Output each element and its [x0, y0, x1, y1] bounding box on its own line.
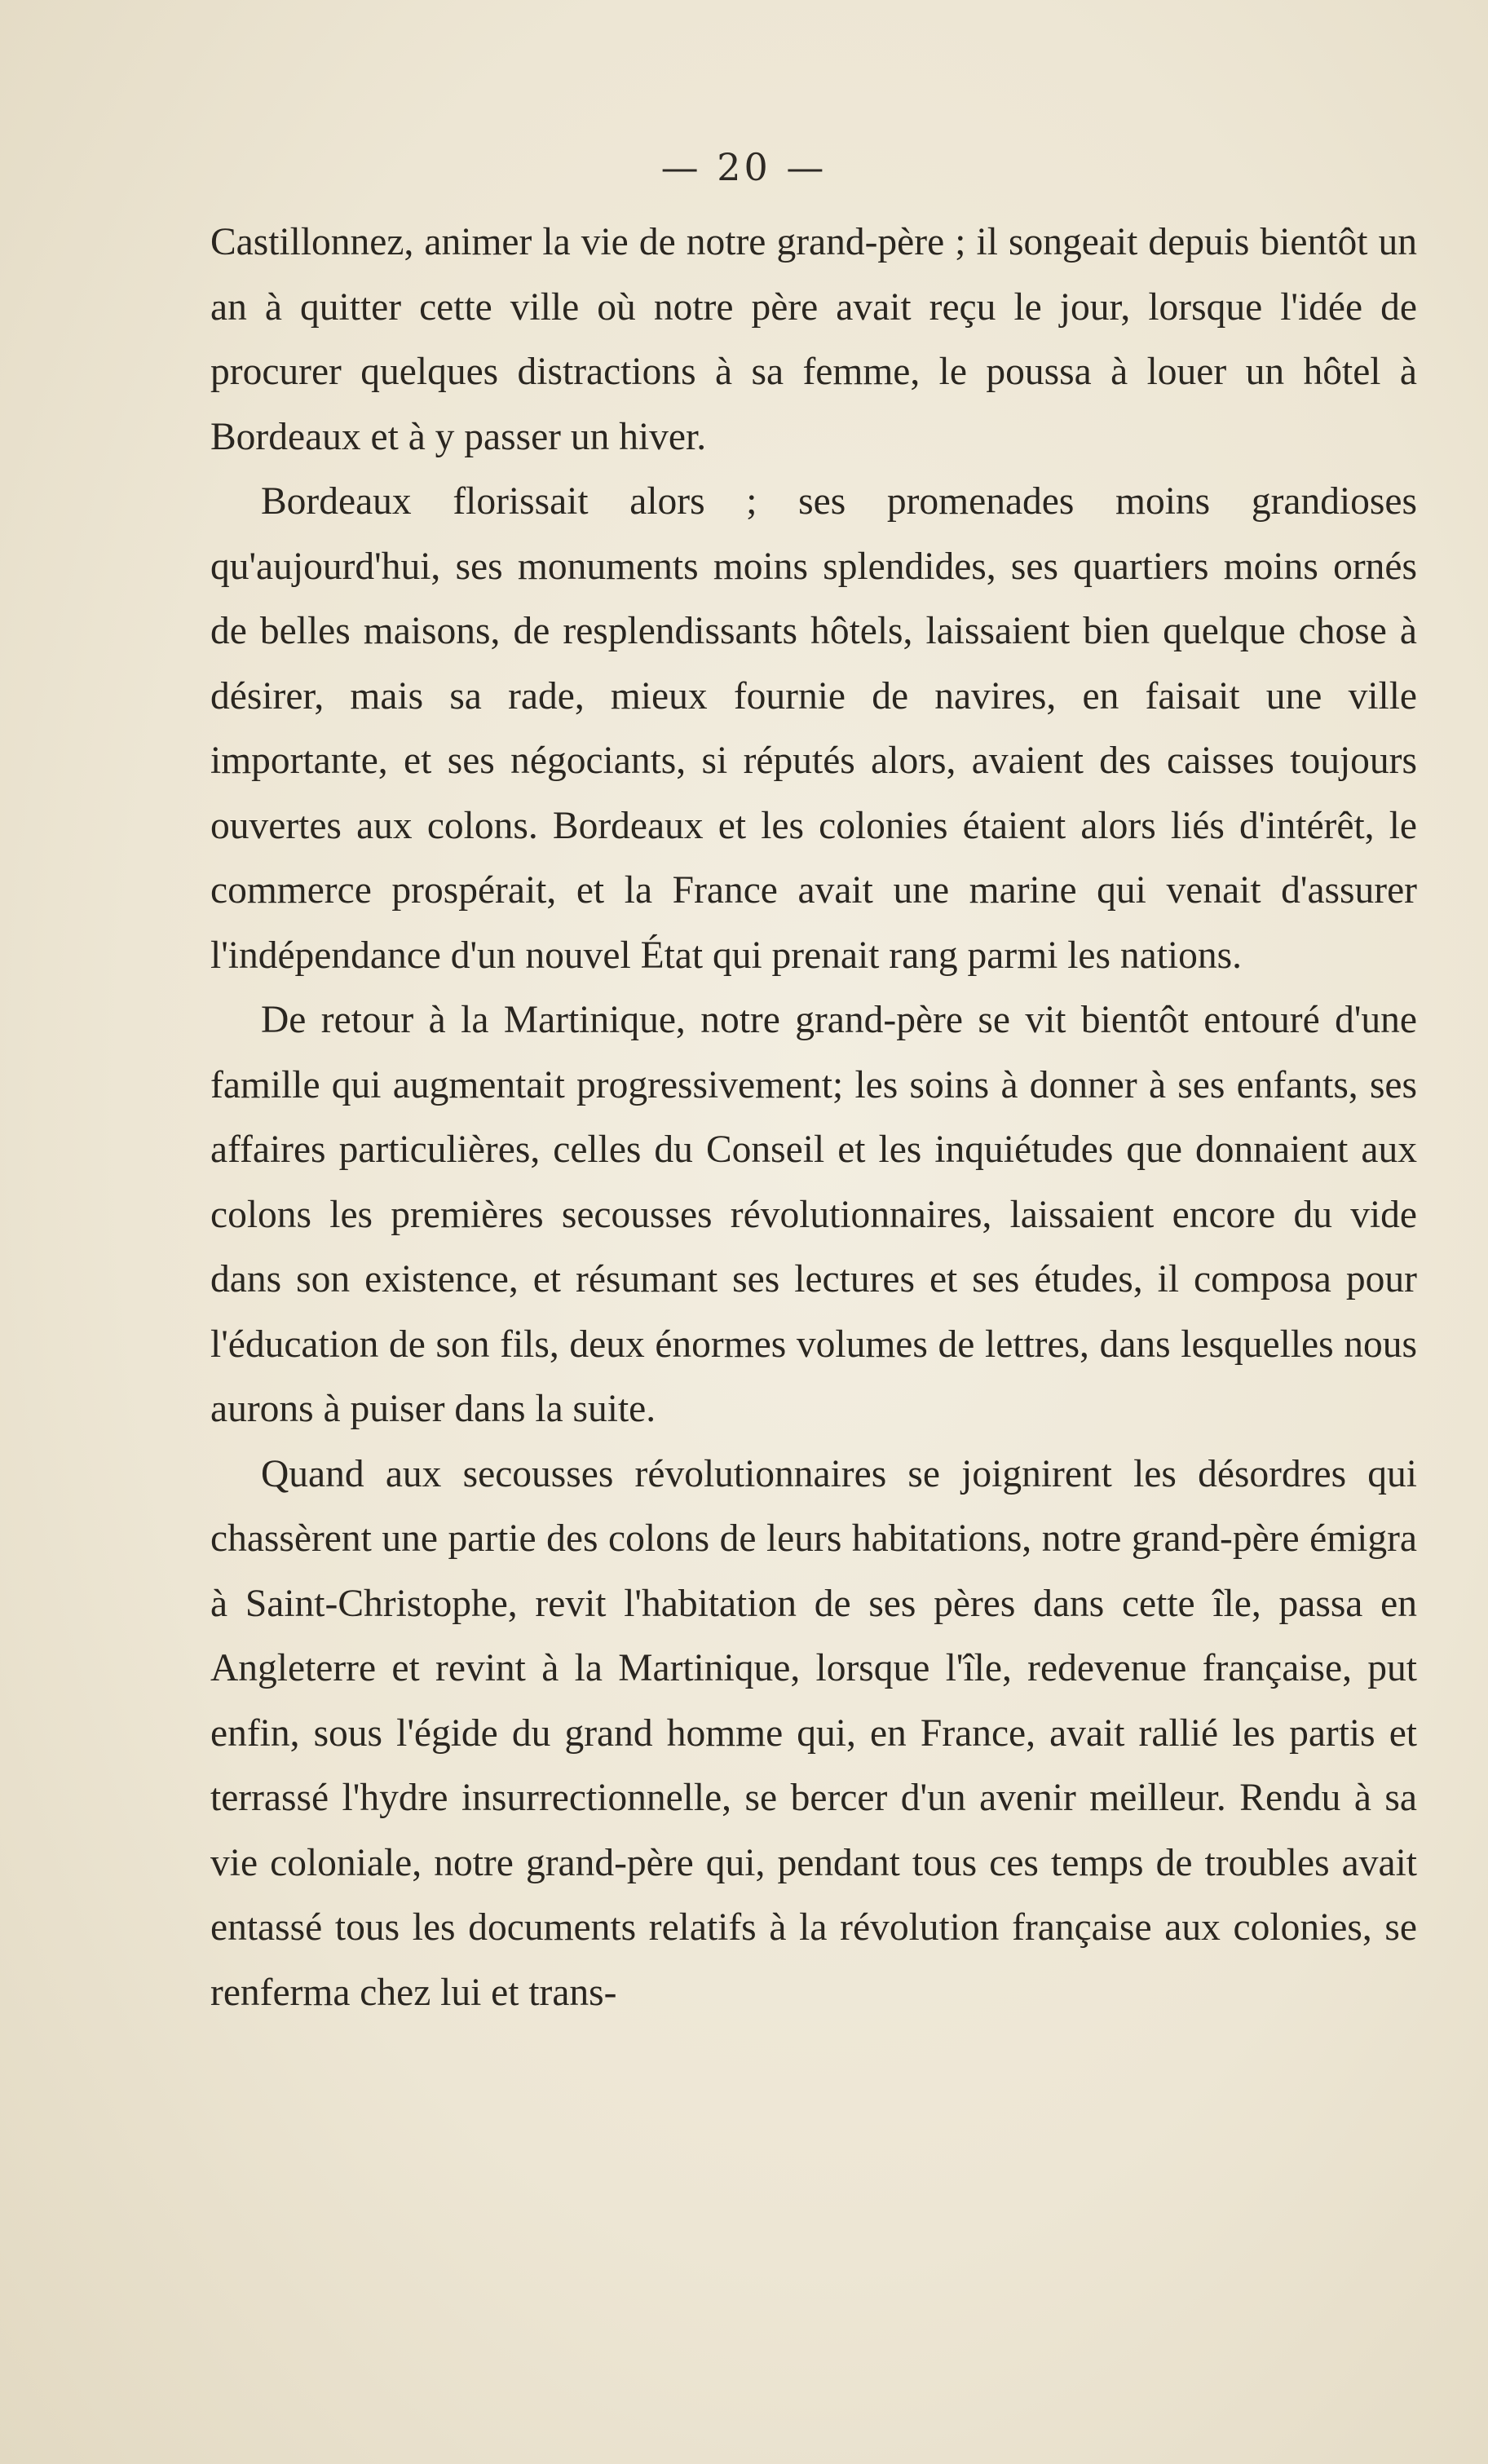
paragraph-2: Bordeaux florissait alors ; ses promenades moins grandioses qu'aujourd'hui, ses monuments moins splendides, ses quartiers moins ornés de belles maisons, de resplendissants hôtels, laissaient bien quelque chose à désirer, mais sa rade, mieux fournie de navires, en faisait une ville importante, et ses négociants, si réputés alors, avaient des caisses toujours ouvertes aux colons. Bordeaux et les colonies étaient alors liés d'intérêt, le commerce prospérait, et la France avait une marine qui venait d'assurer l'indépendance d'un nouvel État qui prenait rang parmi les nations. [210, 480, 1417, 977]
paragraph-4: Quand aux secousses révolutionnaires se joignirent les désordres qui chassèrent une partie des colons de leurs habitations, notre grand-père émigra à Saint-Christophe, revit l'habitation de ses pères dans cette île, passa en Angleterre et revint à la Martinique, lorsque l'île, redevenue française, put enfin, sous l'égide du grand homme qui, en France, avait rallié les partis et terrassé l'hydre insurrectionnelle, se bercer d'un avenir meilleur. Rendu à sa vie coloniale, notre grand-père qui, pendant tous ces temps de troubles avait entassé tous les documents relatifs à la révolution française aux colonies, se renferma chez lui et trans- [210, 1452, 1417, 2014]
page-number: — 20 — [660, 145, 828, 189]
paragraph-1: Castillonnez, animer la vie de notre grand-père ; il songeait depuis bientôt un an à quitter cette ville où notre père avait reçu le jour, lorsque l'idée de procurer quelques distractions à sa femme, le poussa à louer un hôtel à Bordeaux et à y passer un hiver. [210, 221, 1417, 458]
paragraph-3: De retour à la Martinique, notre grand-père se vit bientôt entouré d'une famille qui augmentait progressivement; les soins à donner à ses enfants, ses affaires particulières, celles du Conseil et les inquiétudes que donnaient aux colons les premières secousses révolutionnaires, laissaient encore du vide dans son existence, et résumant ses lectures et ses études, il composa pour l'éducation de son fils, deux énormes volumes de lettres, dans lesquelles nous aurons à puiser dans la suite. [210, 999, 1417, 1430]
body-text [210, 210, 1417, 2025]
